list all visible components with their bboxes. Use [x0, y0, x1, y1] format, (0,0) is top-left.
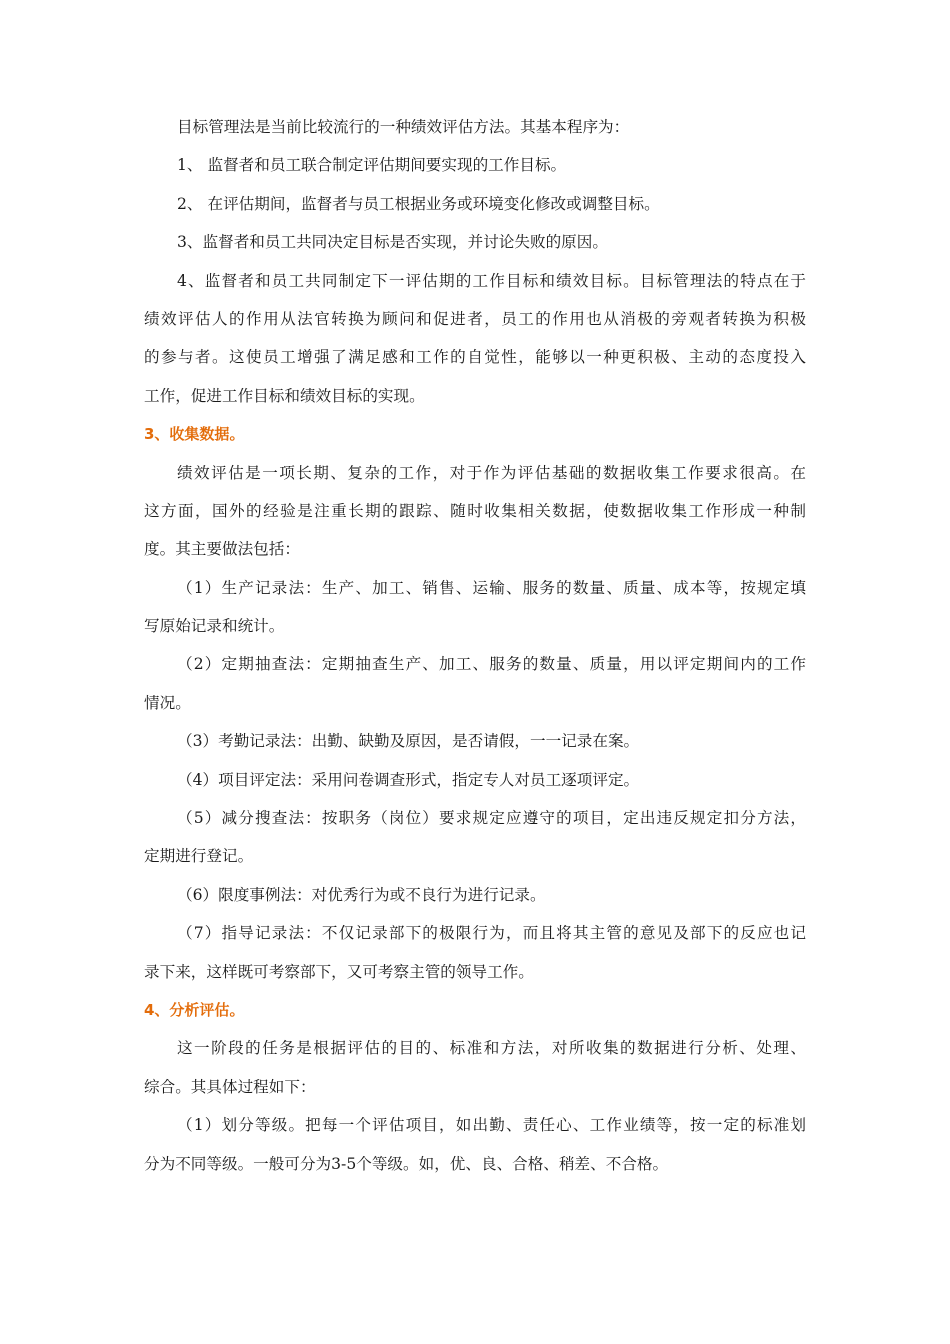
paragraph-line: 的参与者。这使员工增强了满足感和工作的自觉性，能够以一种更积极、主动的态度投入: [144, 348, 806, 367]
list-item-line: 4、监督者和员工共同制定下一评估期的工作目标和绩效目标。目标管理法的特点在于: [177, 271, 806, 290]
list-item-line: （1）生产记录法：生产、加工、销售、运输、服务的数量、质量、成本等，按规定填: [177, 578, 806, 597]
list-item-line: （7）指导记录法：不仅记录部下的极限行为，而且将其主管的意见及部下的反应也记: [177, 924, 806, 943]
list-item-line: 2、 在评估期间，监督者与员工根据业务或环境变化修改或调整目标。: [177, 194, 660, 213]
paragraph-line: 这方面，国外的经验是注重长期的跟踪、随时收集相关数据，使数据收集工作形成一种制: [144, 501, 806, 520]
list-item-line: 1、 监督者和员工联合制定评估期间要实现的工作目标。: [177, 156, 567, 175]
section-heading: 3、收集数据。: [144, 425, 245, 444]
list-item-line: （6）限度事例法：对优秀行为或不良行为进行记录。: [177, 885, 546, 904]
list-item-line: 写原始记录和统计。: [144, 617, 285, 636]
paragraph-line: 这一阶段的任务是根据评估的目的、标准和方法，对所收集的数据进行分析、处理、: [177, 1039, 806, 1058]
list-item-line: （4）项目评定法：采用问卷调查形式，指定专人对员工逐项评定。: [177, 770, 640, 789]
list-item-line: （3）考勤记录法：出勤、缺勤及原因，是否请假，一一记录在案。: [177, 732, 640, 751]
list-item-line: （2）定期抽查法：定期抽查生产、加工、服务的数量、质量，用以评定期间内的工作: [177, 655, 806, 674]
list-item-line: 情况。: [144, 693, 191, 712]
list-item-line: （1）划分等级。把每一个评估项目，如出勤、责任心、工作业绩等，按一定的标准划: [177, 1116, 806, 1135]
list-item-line: 定期进行登记。: [144, 847, 254, 866]
paragraph-line: 度。其主要做法包括：: [144, 540, 300, 559]
list-item-line: 录下来，这样既可考察部下，又可考察主管的领导工作。: [144, 962, 534, 981]
paragraph-line: 综合。其具体过程如下：: [144, 1077, 316, 1096]
paragraph-line: 绩效评估是一项长期、复杂的工作，对于作为评估基础的数据收集工作要求很高。在: [177, 463, 806, 482]
paragraph-line: 工作，促进工作目标和绩效目标的实现。: [144, 386, 425, 405]
list-item-line: 分为不同等级。一般可分为3-5个等级。如，优、良、合格、稍差、不合格。: [144, 1154, 669, 1173]
list-item-line: （5）减分搜查法：按职务（岗位）要求规定应遵守的项目，定出违反规定扣分方法，: [177, 809, 806, 828]
paragraph-line: 绩效评估人的作用从法官转换为顾问和促进者，员工的作用也从消极的旁观者转换为积极: [144, 309, 806, 328]
list-item-line: 3、监督者和员工共同决定目标是否实现，并讨论失败的原因。: [177, 233, 608, 252]
document-page: [144, 108, 806, 1183]
paragraph-line: 目标管理法是当前比较流行的一种绩效评估方法。其基本程序为：: [177, 118, 630, 136]
section-heading: 4、分析评估。: [144, 1000, 245, 1019]
